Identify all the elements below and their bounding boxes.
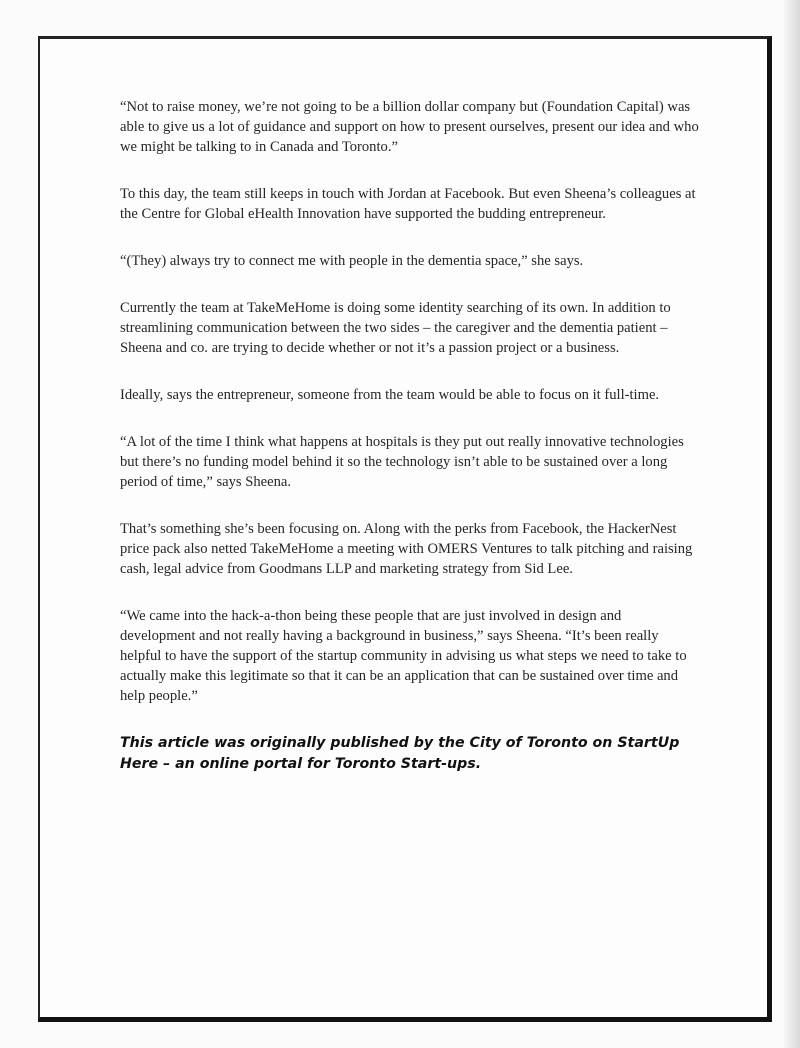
page-edge-shadow	[784, 0, 800, 1048]
paragraph-identity-searching: Currently the team at TakeMeHome is doing some identity searching of its own. In addition to streamlining communication between the two sides – the caregiver and the dementia patient – Sheena and co. are trying to decide whether or not it’s a passion project or a business.	[120, 300, 671, 356]
paragraph-hospitals-quote: “A lot of the time I think what happens at hospitals is they put out really innovative technologies but there’s no funding model behind it so the technology isn’t able to be sustained over a long period of time,” says Sheena.	[120, 434, 684, 490]
paragraph-dementia-space-quote: “(They) always try to connect me with people in the dementia space,” she says.	[120, 253, 584, 269]
paragraph-full-time-focus: Ideally, says the entrepreneur, someone from the team would be able to focus on it full-time.	[120, 387, 660, 403]
paragraph-foundation-capital-quote: “Not to raise money, we’re not going to be a billion dollar company but (Foundation Capital) was able to give us a lot of guidance and support on how to present ourselves, present our idea and who we might be talking to in Canada and Toronto.”	[120, 99, 699, 155]
article-body	[120, 97, 700, 802]
paragraph-hackathon-quote: “We came into the hack-a-thon being these people that are just involved in design and development and not really having a background in business,” says Sheena. “It’s been really helpful to have the support of the startup community in advising us what steps we need to take to actually make this legitimate so that it can be an application that can be sustained over time and help people.”	[120, 608, 687, 704]
paragraph-hackernest-perks: That’s something she’s been focusing on. Along with the perks from Facebook, the HackerNest price pack also netted TakeMeHome a meeting with OMERS Ventures to talk pitching and raising cash, legal advice from Goodmans LLP and marketing strategy from Sid Lee.	[120, 521, 693, 577]
publication-credit: This article was originally published by the City of Toronto on StartUp Here – an online portal for Toronto Start-ups.	[120, 735, 680, 772]
paragraph-keeps-in-touch: To this day, the team still keeps in touch with Jordan at Facebook. But even Sheena’s colleagues at the Centre for Global eHealth Innovation have supported the budding entrepreneur.	[120, 186, 696, 222]
